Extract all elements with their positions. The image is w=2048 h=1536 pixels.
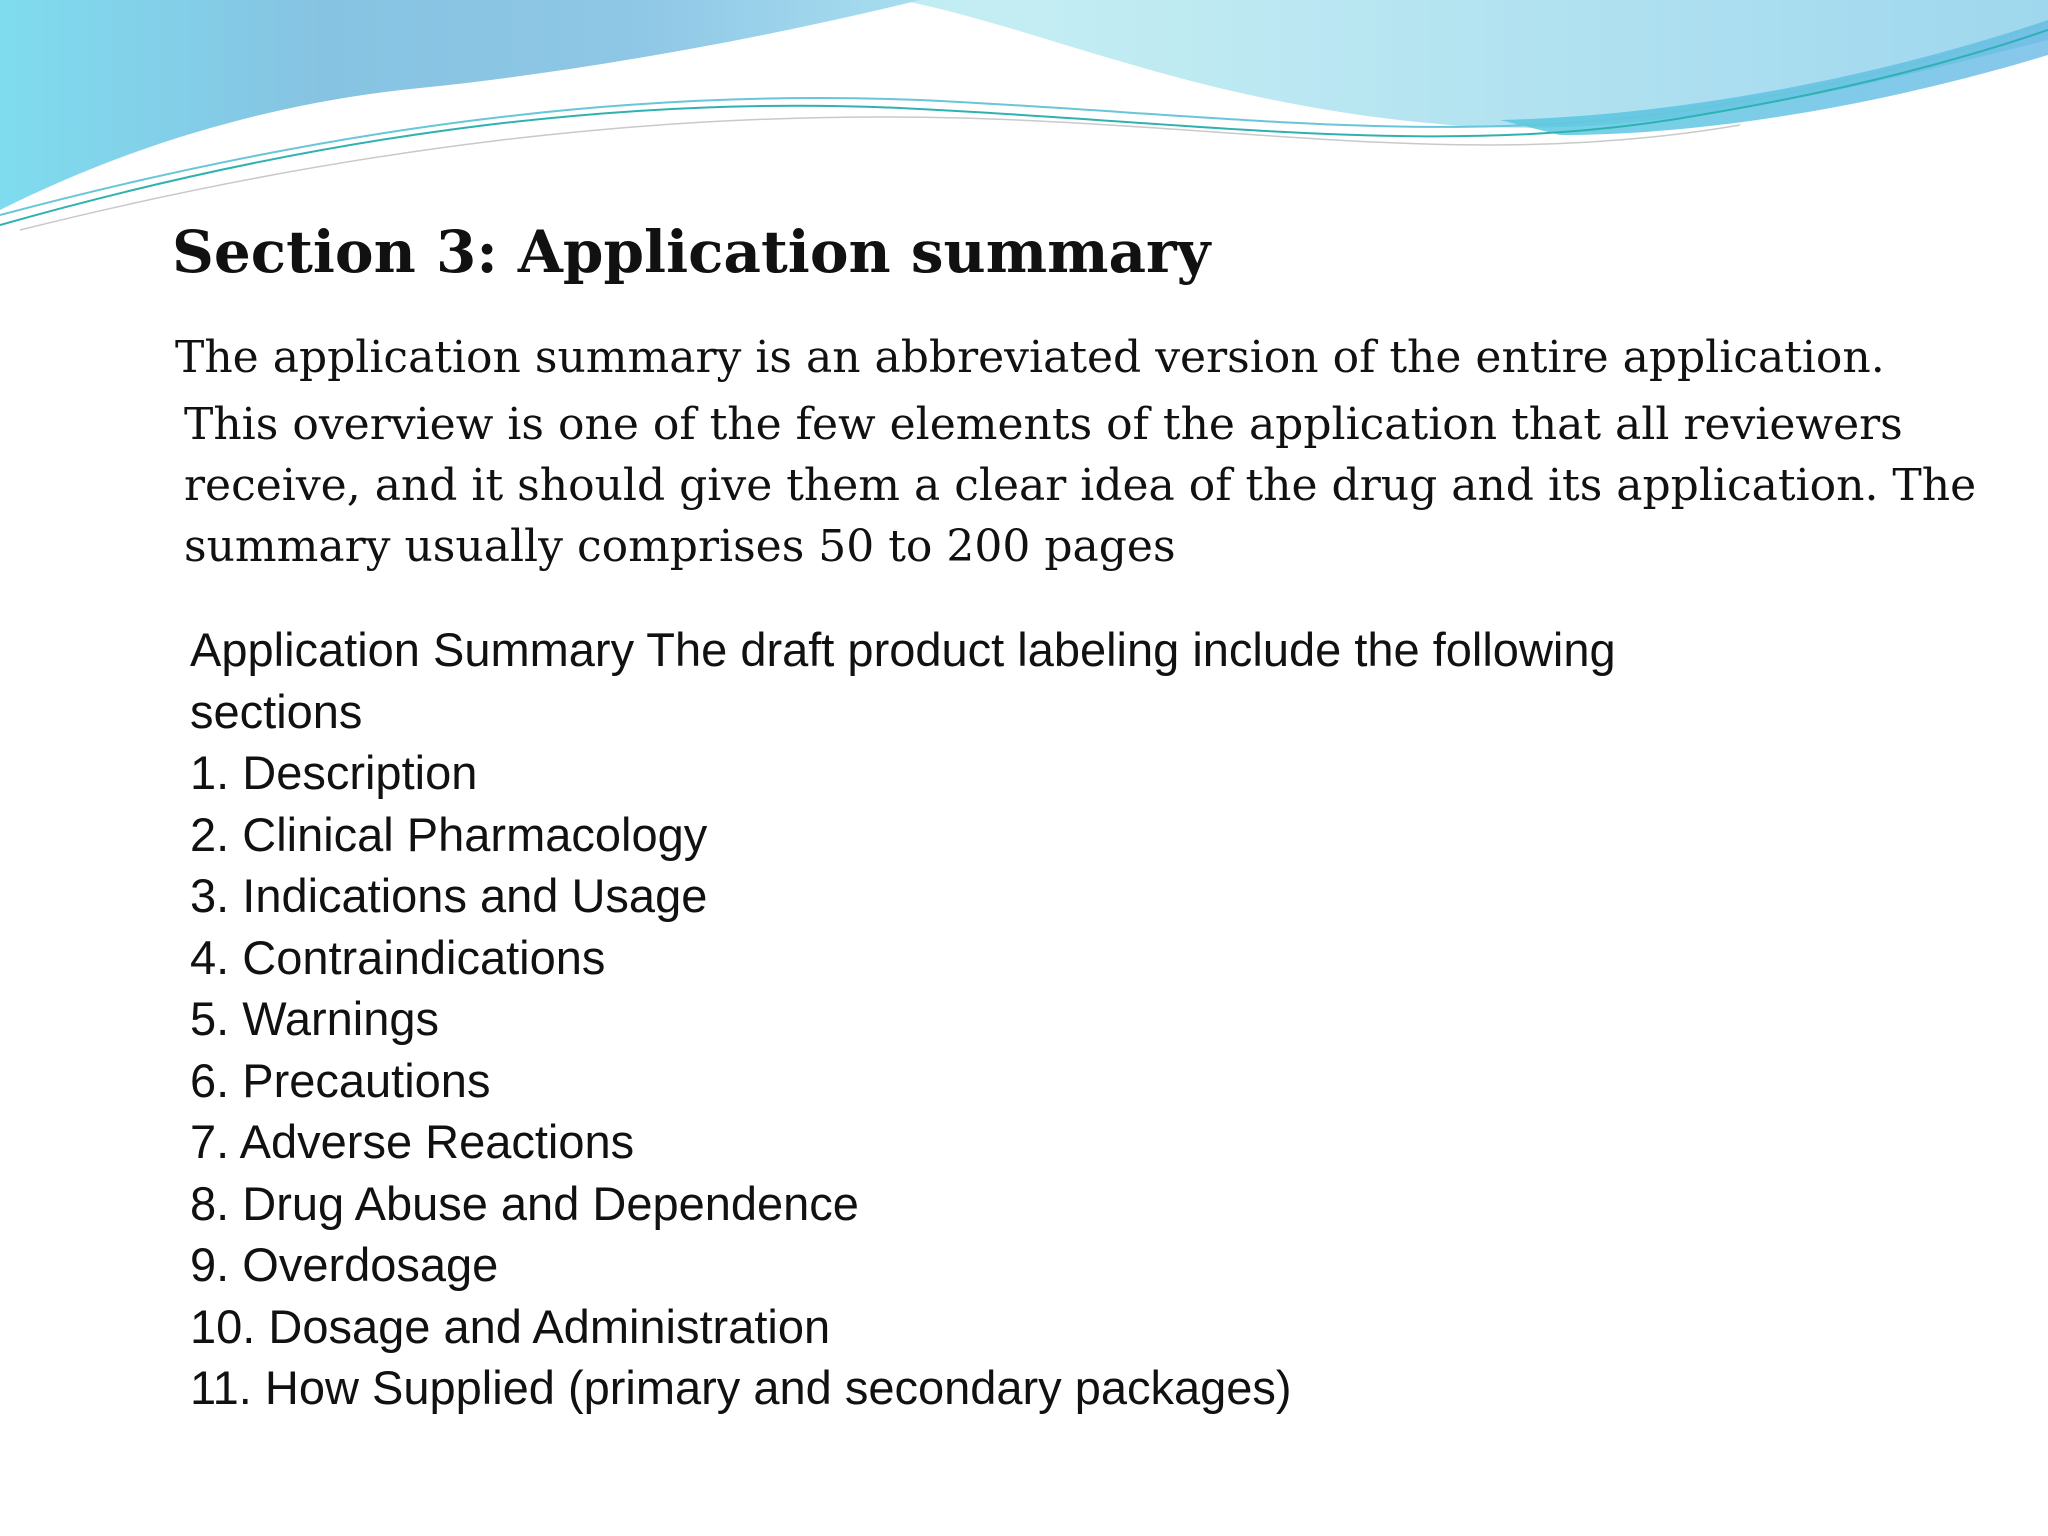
list-item: 10. Dosage and Administration	[190, 1299, 831, 1353]
summary-paragraph-line-1: The application summary is an abbreviated version of the entire application.	[175, 332, 1885, 383]
list-item: 6. Precautions	[190, 1053, 491, 1107]
labeling-block	[190, 619, 1616, 1419]
list-item: 5. Warnings	[190, 992, 440, 1045]
labeling-intro-line: Application Summary The draft product labeling include the following	[190, 623, 1616, 676]
labeling-intro-line: sections	[190, 684, 363, 738]
summary-paragraph-line: receive, and it should give them a clear idea of the drug and its application. The	[184, 460, 1977, 511]
summary-paragraph-line: summary usually comprises 50 to 200 pages	[184, 521, 1176, 572]
list-item: 3. Indications and Usage	[190, 869, 708, 922]
labeling-sections-list	[190, 742, 1616, 1419]
list-item: 9. Overdosage	[190, 1238, 499, 1291]
summary-paragraph	[184, 394, 1976, 577]
list-item: 7. Adverse Reactions	[190, 1115, 635, 1168]
slide-title: Section 3: Application summary	[172, 218, 1211, 286]
list-item: 4. Contraindications	[190, 930, 606, 984]
header-wave-decoration	[0, 0, 2048, 240]
summary-paragraph-line: This overview is one of the few elements of the application that all reviewers	[184, 399, 1903, 450]
list-item: 2. Clinical Pharmacology	[190, 807, 708, 861]
list-item: 11. How Supplied (primary and secondary packages)	[190, 1361, 1292, 1414]
list-item: 1. Description	[190, 746, 478, 799]
list-item: 8. Drug Abuse and Dependence	[190, 1176, 859, 1230]
